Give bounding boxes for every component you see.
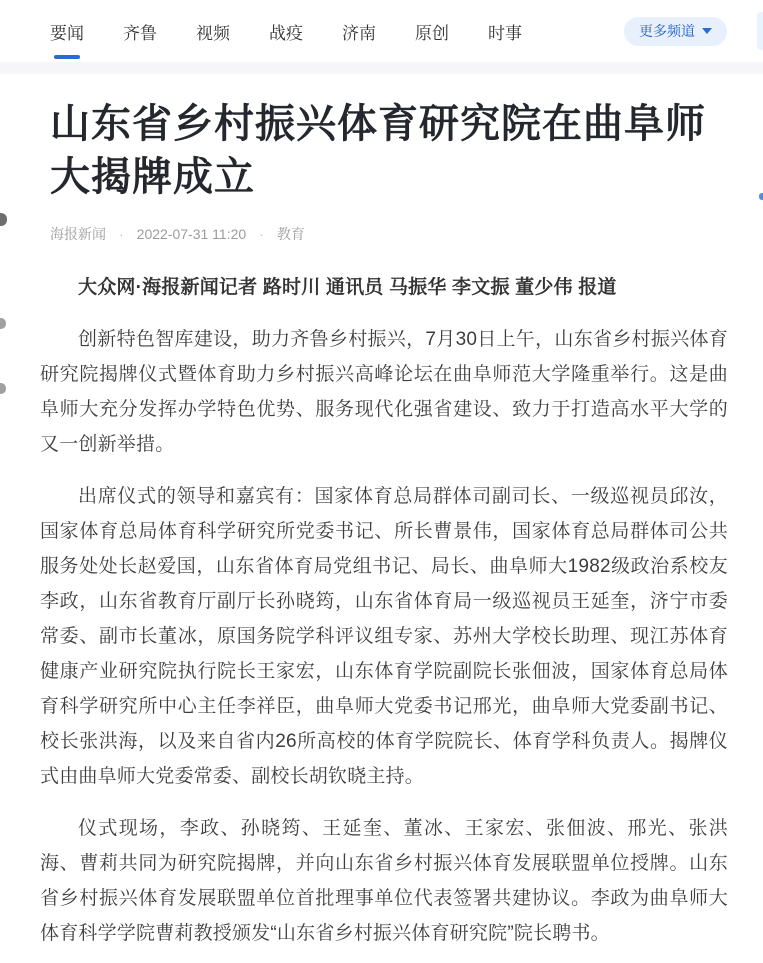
article-source[interactable]: 海报新闻: [50, 226, 106, 242]
nav-tab[interactable]: 齐鲁: [123, 23, 157, 43]
channel-nav: [0, 0, 763, 62]
meta-separator-dot: ·: [119, 226, 124, 242]
article-paragraph: 出席仪式的领导和嘉宾有：国家体育总局群体司副司长、一级巡视员邱汝，国家体育总局体育科学研究所党委书记、所长曹景伟，国家体育总局群体司公共服务处处长赵爱国，山东省体育局党组书记、局长、曲阜师大1982级政治系校友李政，山东省教育厅副厅长孙晓筠，山东省体育局一级巡视员王延奎，济宁市委常委、副市长董冰，原国务院学科评议组专家、苏州大学校长助理、现江苏体育健康产业研究院执行院长王家宏，山东体育学院副院长张佃波，国家体育总局体育科学研究所中心主任李祥臣，曲阜师大党委书记邢光，曲阜师大党委副书记、校长张洪海，以及来自省内26所高校的体育学院院长、体育学科负责人。揭牌仪式由曲阜师大党委常委、副校长胡钦晓主持。: [40, 486, 728, 787]
article-datetime: 2022-07-31 11:20: [136, 226, 247, 242]
article: [0, 74, 763, 951]
article-meta: [50, 224, 728, 244]
nav-tab[interactable]: 原创: [415, 23, 449, 43]
chevron-down-icon: [702, 28, 712, 34]
nav-tab[interactable]: 战疫: [269, 23, 303, 43]
article-paragraph: 创新特色智库建设，助力齐鲁乡村振兴，7月30日上午，山东省乡村振兴体育研究院揭牌仪式暨体育助力乡村振兴高峰论坛在曲阜师范大学隆重举行。这是曲阜师大充分发挥办学特色优势、服务现代化强省建设、致力于打造高水平大学的又一创新举措。: [40, 329, 728, 455]
nav-tab[interactable]: 时事: [488, 23, 522, 43]
meta-separator-dot: ·: [259, 226, 264, 242]
article-paragraph: 仪式现场，李政、孙晓筠、王延奎、董冰、王家宏、张佃波、邢光、张洪海、曹莉共同为研究院揭牌，并向山东省乡村振兴体育发展联盟单位授牌。山东省乡村振兴体育发展联盟单位首批理事单位代表签署共建协议。李政为曲阜师大体育科学学院曹莉教授颁发“山东省乡村振兴体育研究院”院长聘书。: [40, 818, 728, 944]
article-category[interactable]: 教育: [276, 226, 305, 242]
nav-tab[interactable]: 济南: [342, 23, 376, 43]
section-divider: [0, 62, 763, 74]
article-paragraph: 大众网·海报新闻记者 路时川 通讯员 马振华 李文振 董少伟 报道: [78, 277, 617, 298]
more-channels-button[interactable]: [624, 17, 727, 46]
nav-tab[interactable]: 要闻: [50, 0, 84, 62]
page-title: 山东省乡村振兴体育研究院在曲阜师大揭牌成立: [50, 102, 706, 199]
article-body: [40, 270, 728, 951]
nav-tabs: [50, 0, 522, 62]
more-channels-label: 更多频道: [639, 23, 695, 39]
nav-tab[interactable]: 视频: [196, 23, 230, 43]
